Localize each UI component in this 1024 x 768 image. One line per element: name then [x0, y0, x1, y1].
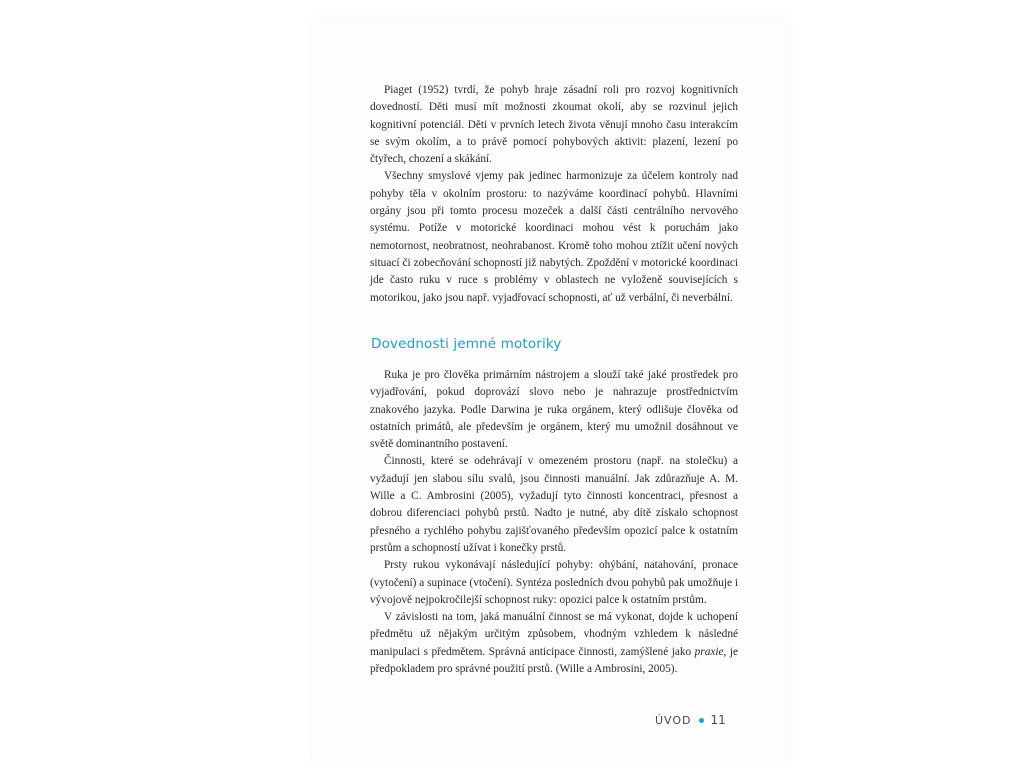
paragraph: Piaget (1952) tvrdí, že pohyb hraje zásadní roli pro rozvoj kognitivních dovedností. Děti musí mít možnosti zkoumat okolí, aby se rozvinul jejich kognitivní potenciál. Děti v prvních letech života věnují mnoho času interakcím se svým okolím, a to právě pomocí pohybových aktivit: plazení, lezení po čtyřech, chození a skákání.: [370, 84, 738, 166]
section-heading: Dovednosti jemné motoriky: [371, 336, 562, 352]
intro-text-block: [370, 82, 738, 307]
paragraph: V závislosti na tom, jaká manuální činnost se má vykonat, dojde k uchopení předmětu už nějakým určitým způsobem, vhodným vzhledem k následné manipulaci s předmětem. Správná anticipace činnosti, zamýšlené jako praxie, je předpokladem pro správné použití prstů. (Wille a Ambrosini, 2005).: [370, 611, 738, 676]
page-number: 11: [710, 713, 726, 727]
book-page: [312, 18, 790, 763]
paragraph: Všechny smyslové vjemy pak jedinec harmonizuje za účelem kontroly nad pohyby těla v okolním prostoru: to nazýváme koordinací pohybů. Hlavními orgány jsou při tomto procesu mozeček a další části centrálního nervového systému. Potíže v motorické koordinaci mohou vést k poruchám jako nemotornost, neobratnost, neohrabanost. Kromě toho mohou ztížit učení nových situací či zobecňování schopností již nabytých. Zpoždění v motorické koordinaci jde často ruku v ruce s problémy v oblastech ne vyloženě souvisejících s motorikou, jako jsou např. vyjadřovací schopnosti, ať už verbální, či neverbální.: [370, 170, 738, 304]
paragraph: Ruka je pro člověka primárním nástrojem a slouží také jaké prostředek pro vyjadřování, pokud doprovází slovo nebo je nahrazuje prostřednictvím znakového jazyka. Podle Darwina je ruka orgánem, který odlišuje člověka od ostatních primátů, ale především je orgánem, který mu umožnil dosáhnout ve světě dominantního postavení.: [370, 369, 738, 451]
footer-section-label: ÚVOD: [655, 713, 692, 727]
paragraph: Činnosti, které se odehrávají v omezeném prostoru (např. na stolečku) a vyžadují jen slabou sílu svalů, jsou činnosti manuální. Jak zdůrazňuje A. M. Wille a C. Ambrosini (2005), vyžadují tyto činnosti koncentraci, přesnost a dobrou diferenciaci pohybů prstů. Nadto je nutné, aby dítě získalo schopnost přesného a rychlého pohybu zajišťovaného především opozicí palce k ostatním prstům a schopností užívat i konečky prstů.: [370, 455, 738, 554]
section-text-block: [370, 367, 738, 678]
paragraph: Prsty rukou vykonávají následující pohyby: ohýbání, natahování, pronace (vytočení) a supinace (vtočení). Syntéza posledních dvou pohybů pak umožňuje i vývojově nejpokročilejší schopnost ruky: opozici palce k ostatním prstům.: [370, 559, 738, 606]
page-footer: [655, 713, 726, 727]
bullet-dot-icon: [699, 718, 704, 723]
